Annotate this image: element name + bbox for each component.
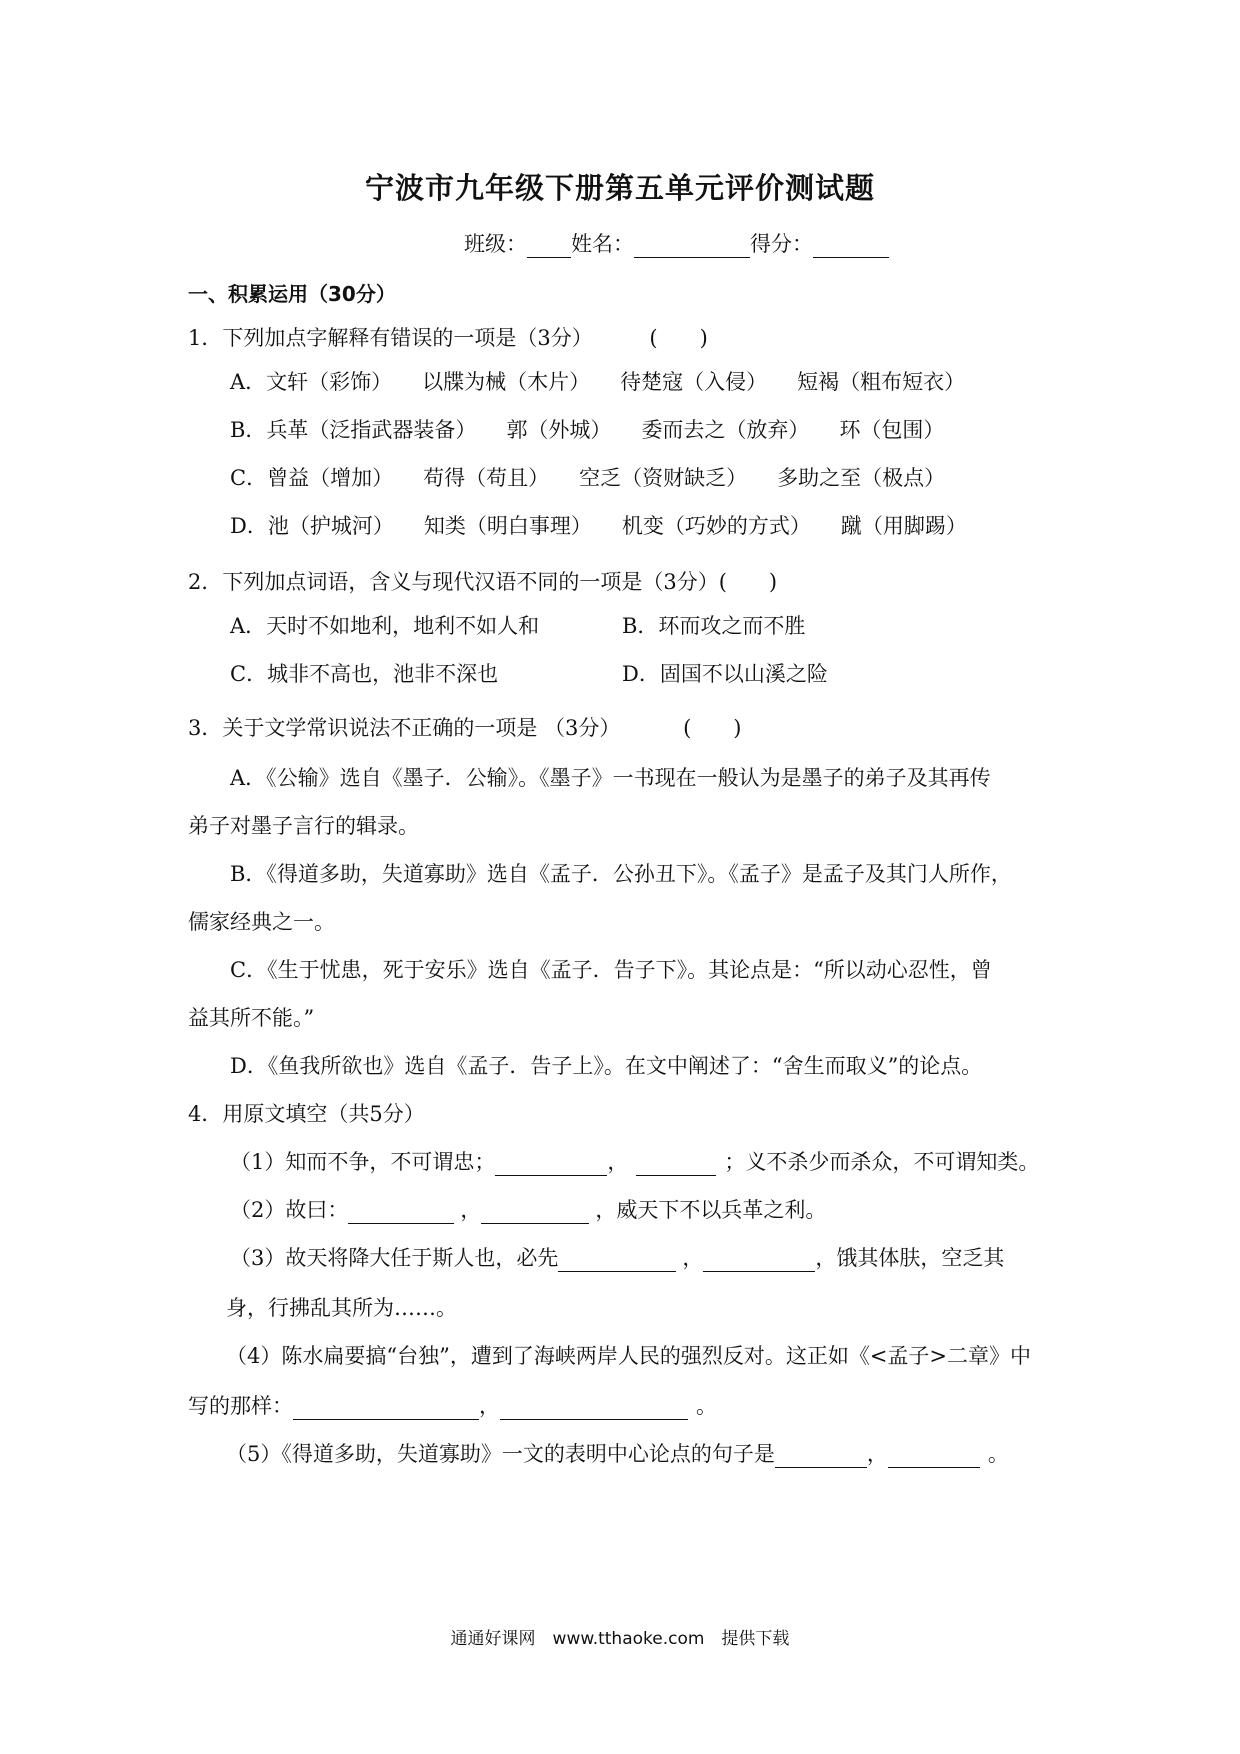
q3-option-c-line1: C．《生于忧患，死于安乐》选自《孟子．告子下》。其论点是：“所以动心忍性，曾 bbox=[230, 958, 992, 982]
q1-a-item: 待楚寇（入侵） bbox=[620, 370, 768, 394]
fill-blank[interactable] bbox=[558, 1249, 676, 1272]
page-title: 宁波市九年级下册第五单元评价测试题 bbox=[364, 171, 875, 205]
q1-option-b: B．兵革（泛指武器装备） 郭（外城） 委而去之（放弃） 环（包围） bbox=[230, 418, 945, 442]
class-blank[interactable] bbox=[527, 235, 571, 258]
q1-b-item: 环（包围） bbox=[839, 418, 945, 442]
q4-sentence-2: （2）故曰： ， ，威天下不以兵革之利。 bbox=[230, 1198, 827, 1222]
fill-blank[interactable] bbox=[500, 1397, 688, 1420]
fill-blank[interactable] bbox=[495, 1153, 607, 1176]
fill-blank[interactable] bbox=[481, 1201, 589, 1224]
class-label: 班级： bbox=[464, 232, 527, 256]
q3-option-c-line2: 益其所不能。” bbox=[188, 1006, 315, 1030]
question-4-stem: 4．用原文填空（共5分） bbox=[188, 1102, 425, 1126]
q1-option-d: D．池（护城河） 知类（明白事理） 机变（巧妙的方式） 蹴（用脚踢） bbox=[230, 514, 967, 538]
q1-option-a: A．文轩（彩饰） 以牒为械（木片） 待楚寇（入侵） 短褐（粗布短衣） bbox=[230, 370, 966, 394]
q2-option-b: B．环而攻之而不胜 bbox=[622, 614, 806, 638]
q1-a-item: 以牒为械（木片） bbox=[422, 370, 591, 394]
q2-option-c: C．城非不高也，池非不深也 bbox=[230, 662, 499, 686]
fill-blank[interactable] bbox=[775, 1445, 867, 1468]
name-label: 姓名： bbox=[571, 232, 634, 256]
q1-a-item: 文轩（彩饰） bbox=[266, 370, 393, 394]
q1-a-item: 短褐（粗布短衣） bbox=[797, 370, 966, 394]
q1-d-item: 蹴（用脚踢） bbox=[840, 514, 967, 538]
name-blank[interactable] bbox=[634, 235, 750, 258]
fill-blank[interactable] bbox=[703, 1249, 815, 1272]
q1-c-item: 空乏（资财缺乏） bbox=[579, 466, 748, 490]
answer-paren[interactable]: ( ) bbox=[683, 716, 742, 740]
q1-c-item: 多助之至（极点） bbox=[777, 466, 946, 490]
score-blank[interactable] bbox=[813, 235, 889, 258]
q1-c-item: 苟得（苟且） bbox=[423, 466, 550, 490]
q4-sentence-3-cont: 身，行拂乱其所为……。 bbox=[226, 1296, 457, 1320]
q3-option-d: D．《鱼我所欲也》选自《孟子．告子上》。在文中阐述了：“舍生而取义”的论点。 bbox=[230, 1054, 983, 1078]
q1-b-item: 郭（外城） bbox=[506, 418, 612, 442]
q3-option-a-line1: A．《公输》选自《墨子．公输》。《墨子》一书现在一般认为是墨子的弟子及其再传 bbox=[230, 766, 991, 790]
answer-paren[interactable]: ( ) bbox=[649, 326, 708, 350]
score-label: 得分： bbox=[750, 232, 813, 256]
q1-d-item: 知类（明白事理） bbox=[423, 514, 592, 538]
section-heading: 一、积累运用（30分） bbox=[188, 282, 396, 306]
q4-sentence-3: （3）故天将降大任于斯人也，必先 ， ，饿其体肤，空乏其 bbox=[230, 1246, 1005, 1270]
fill-blank[interactable] bbox=[636, 1153, 716, 1176]
q2-option-a: A．天时不如地利，地利不如人和 bbox=[230, 614, 540, 638]
q3-option-b-line2: 儒家经典之一。 bbox=[188, 910, 335, 934]
q4-sentence-4-cont: 写的那样： ， 。 bbox=[188, 1394, 717, 1418]
q4-sentence-4: （4）陈水扁要搞“台独”，遭到了海峡两岸人民的强烈反对。这正如《<孟子>二章》中 bbox=[226, 1344, 1032, 1368]
q1-b-item: 兵革（泛指武器装备） bbox=[266, 418, 477, 442]
q3-option-a-line2: 弟子对墨子言行的辑录。 bbox=[188, 814, 419, 838]
fill-blank[interactable] bbox=[293, 1397, 479, 1420]
q1-b-item: 委而去之（放弃） bbox=[641, 418, 810, 442]
q3-option-b-line1: B．《得道多助，失道寡助》选自《孟子．公孙丑下》。《孟子》是孟子及其门人所作， bbox=[230, 862, 1012, 886]
fill-blank[interactable] bbox=[348, 1201, 454, 1224]
question-3-stem: 3．关于文学常识说法不正确的一项是 （3分） ( ) bbox=[188, 712, 741, 742]
page-footer: 通通好课网 www.tthaoke.com 提供下载 bbox=[450, 1629, 790, 1649]
student-info-line bbox=[464, 228, 889, 258]
q4-sentence-1: （1）知而不争，不可谓忠； ， ；义不杀少而杀众，不可谓知类。 bbox=[230, 1150, 1040, 1174]
q4-sentence-5: （5）《得道多助，失道寡助》一文的表明中心论点的句子是 ， 。 bbox=[226, 1442, 1009, 1466]
q2-option-d: D．固国不以山溪之险 bbox=[622, 662, 828, 686]
q1-option-c: C．曾益（增加） 苟得（苟且） 空乏（资财缺乏） 多助之至（极点） bbox=[230, 466, 946, 490]
fill-blank[interactable] bbox=[888, 1445, 980, 1468]
q1-d-item: 池（护城河） bbox=[267, 514, 394, 538]
q1-d-item: 机变（巧妙的方式） bbox=[621, 514, 811, 538]
question-1-stem: 1．下列加点字解释有错误的一项是（3分） ( ) bbox=[188, 322, 708, 352]
question-2-stem: 2．下列加点词语，含义与现代汉语不同的一项是（3分）( ) bbox=[188, 570, 778, 594]
q1-c-item: 曾益（增加） bbox=[267, 466, 394, 490]
